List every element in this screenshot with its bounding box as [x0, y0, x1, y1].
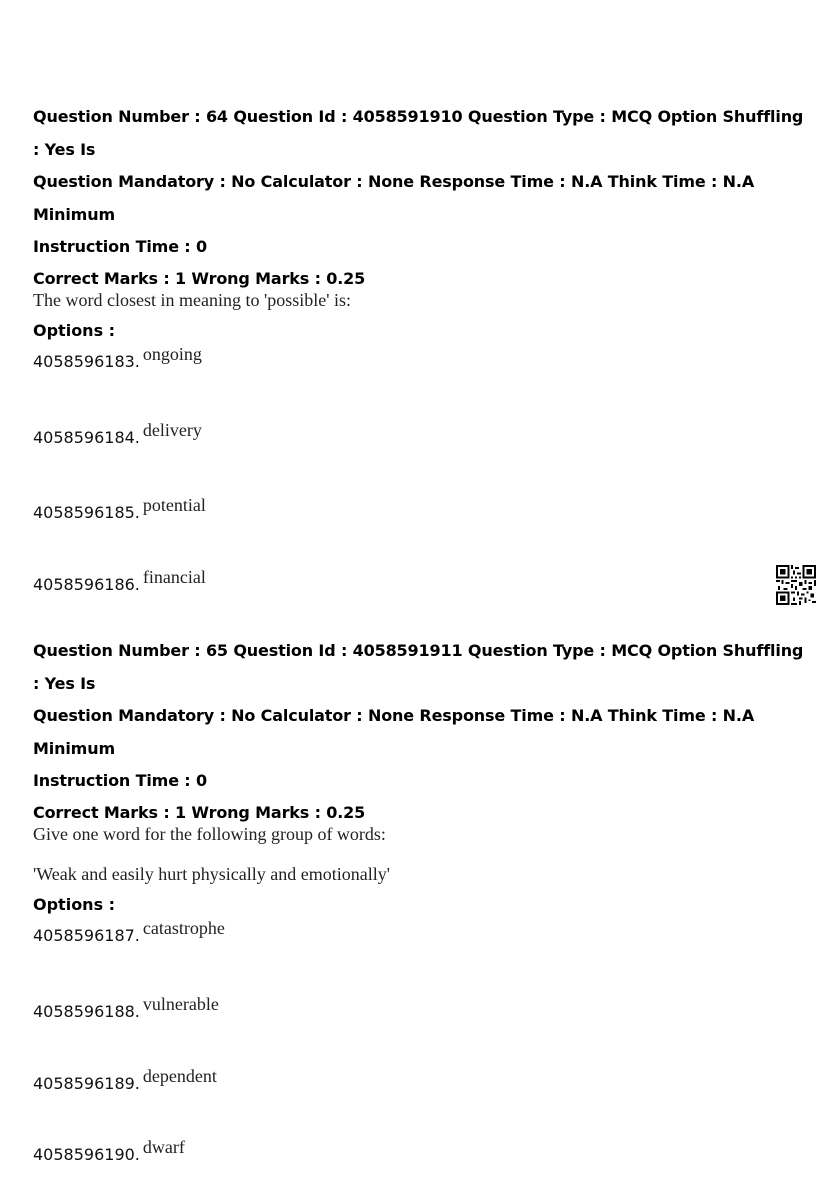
- option-text: ongoing: [142, 343, 202, 364]
- option-item[interactable]: [33, 1136, 185, 1165]
- option-id: 4058596187.: [33, 925, 140, 945]
- option-text: dependent: [142, 1065, 217, 1086]
- question-meta-line: Question Number : 65 Question Id : 4058591911 Question Type : MCQ Option Shuffling : Yes Is: [33, 641, 804, 693]
- option-item[interactable]: [33, 993, 219, 1022]
- question-block-64: [33, 101, 813, 621]
- option-item[interactable]: [33, 419, 202, 448]
- option-text: delivery: [142, 419, 202, 440]
- options-list: [33, 341, 813, 621]
- option-id: 4058596189.: [33, 1073, 140, 1093]
- question-meta-line: Instruction Time : 0: [33, 771, 207, 790]
- option-text: vulnerable: [142, 993, 219, 1014]
- option-id: 4058596190.: [33, 1144, 140, 1164]
- question-block-65: [33, 635, 813, 1195]
- question-meta-line: Question Mandatory : No Calculator : None Response Time : N.A Think Time : N.A Minimum: [33, 172, 755, 224]
- marks-info: Correct Marks : 1 Wrong Marks : 0.25: [33, 802, 366, 822]
- option-id: 4058596185.: [33, 502, 140, 522]
- option-id: 4058596184.: [33, 427, 140, 447]
- option-item[interactable]: [33, 343, 202, 372]
- option-text: catastrophe: [142, 917, 225, 938]
- question-text: The word closest in meaning to 'possible' is:: [33, 289, 351, 310]
- option-id: 4058596188.: [33, 1001, 140, 1021]
- question-meta-line: Instruction Time : 0: [33, 237, 207, 256]
- question-meta-line: Question Number : 64 Question Id : 4058591910 Question Type : MCQ Option Shuffling : Yes Is: [33, 107, 804, 159]
- marks-info: Correct Marks : 1 Wrong Marks : 0.25: [33, 268, 366, 288]
- option-text: financial: [142, 566, 206, 587]
- options-list: [33, 915, 813, 1195]
- option-id: 4058596186.: [33, 574, 140, 594]
- options-label: Options :: [33, 320, 116, 340]
- option-text: potential: [142, 494, 206, 515]
- option-text: dwarf: [142, 1136, 185, 1157]
- question-meta-line: Question Mandatory : No Calculator : None Response Time : N.A Think Time : N.A Minimum: [33, 706, 755, 758]
- option-item[interactable]: [33, 1065, 217, 1094]
- option-item[interactable]: [33, 494, 206, 523]
- option-item[interactable]: [33, 917, 225, 946]
- question-text: 'Weak and easily hurt physically and emotionally': [33, 863, 390, 884]
- option-item[interactable]: [33, 566, 206, 595]
- qr-code-icon: [776, 565, 816, 605]
- option-id: 4058596183.: [33, 351, 140, 371]
- options-label: Options :: [33, 894, 116, 914]
- question-text: Give one word for the following group of words:: [33, 823, 386, 844]
